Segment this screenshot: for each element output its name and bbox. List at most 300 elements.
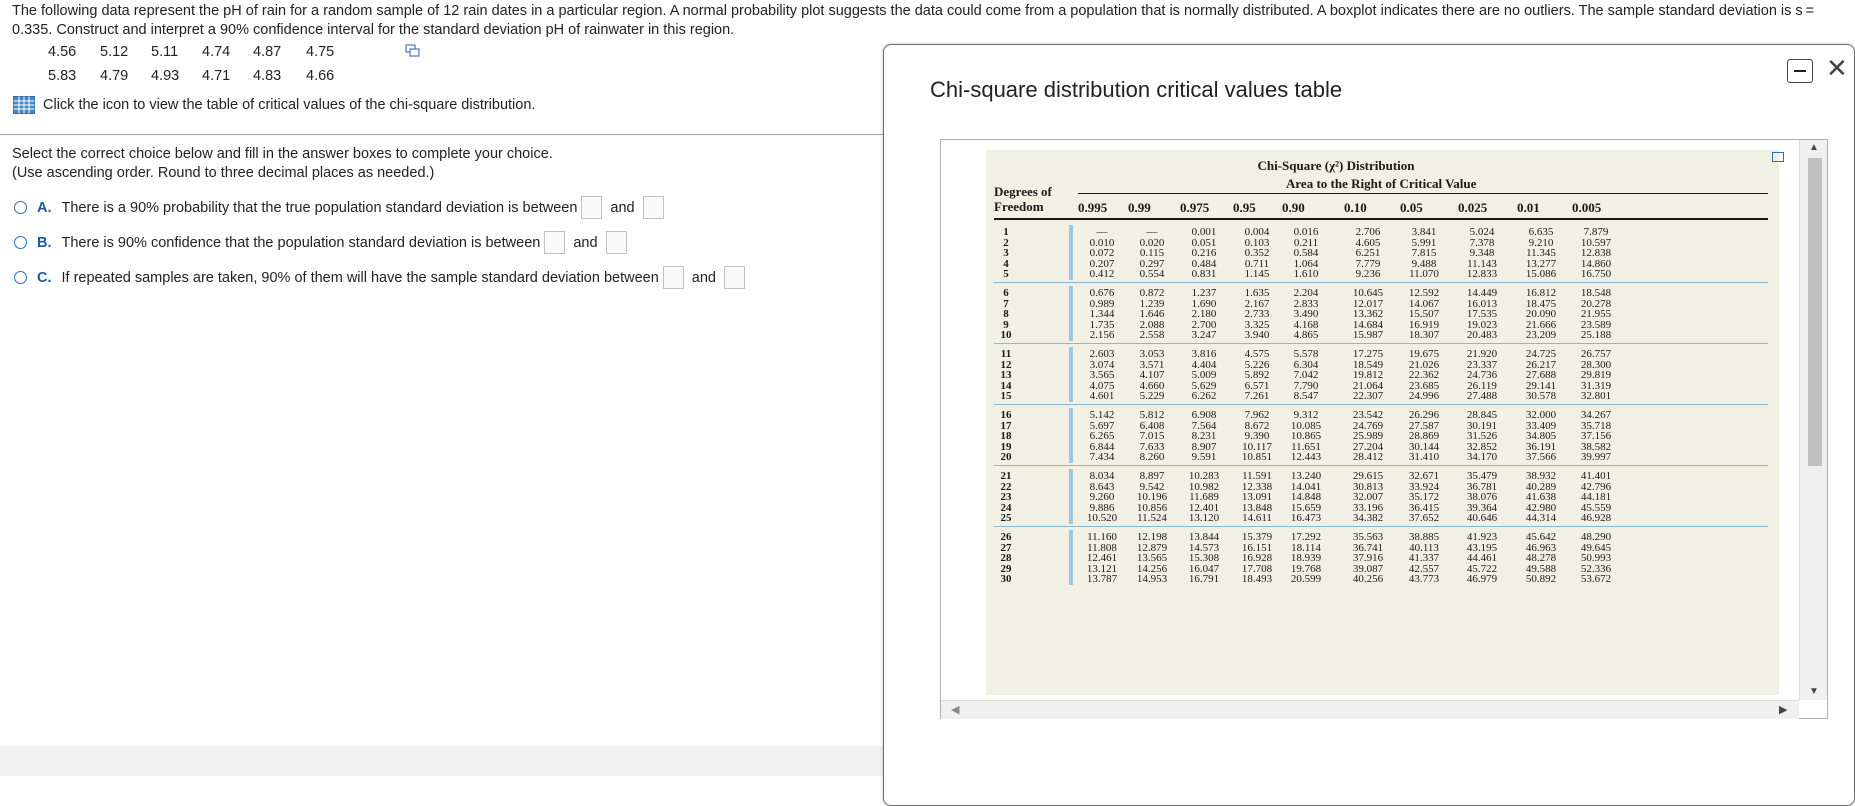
critical-value: 44.181 bbox=[1580, 491, 1612, 504]
area-header: 0.975 bbox=[1180, 200, 1210, 215]
critical-value: 16.791 bbox=[1188, 573, 1220, 586]
critical-value: 7.564 bbox=[1191, 419, 1217, 432]
critical-value: 3.074 bbox=[1089, 358, 1115, 371]
critical-value: 13.362 bbox=[1352, 308, 1384, 321]
group-divider bbox=[994, 282, 1768, 283]
dof-value: 17 bbox=[1000, 419, 1012, 432]
dof-value: 1 bbox=[1003, 226, 1009, 238]
critical-value: 9.886 bbox=[1089, 501, 1115, 514]
critical-value: 15.379 bbox=[1241, 531, 1273, 543]
critical-value: 10.117 bbox=[1242, 440, 1272, 453]
critical-value: 40.646 bbox=[1466, 512, 1498, 525]
critical-value: 21.955 bbox=[1580, 308, 1612, 321]
close-icon[interactable]: ✕ bbox=[1826, 53, 1848, 83]
answer-box-upper-c[interactable] bbox=[724, 266, 745, 289]
critical-value: 0.216 bbox=[1191, 247, 1217, 260]
critical-value: 14.256 bbox=[1136, 562, 1168, 575]
scroll-left-icon[interactable]: ◀ bbox=[951, 704, 960, 716]
dof-value: 7 bbox=[1003, 297, 1009, 310]
critical-value: 1.064 bbox=[1293, 257, 1319, 270]
dof-header bbox=[994, 184, 1052, 214]
critical-value: 32.801 bbox=[1580, 390, 1612, 403]
table-image-viewer bbox=[940, 139, 1828, 719]
critical-value: 10.283 bbox=[1188, 470, 1220, 482]
critical-value: 39.087 bbox=[1352, 562, 1384, 575]
critical-value: 23.337 bbox=[1466, 358, 1498, 371]
critical-value: 35.563 bbox=[1352, 531, 1384, 543]
critical-value: — bbox=[1146, 226, 1158, 238]
critical-value: 13.120 bbox=[1188, 512, 1220, 525]
answer-box-upper-a[interactable] bbox=[643, 196, 664, 219]
critical-value: 19.675 bbox=[1408, 348, 1440, 360]
critical-value: 36.191 bbox=[1525, 440, 1557, 453]
critical-value: 0.010 bbox=[1089, 236, 1115, 249]
critical-value: 12.461 bbox=[1086, 552, 1118, 565]
critical-value: 0.711 bbox=[1244, 257, 1270, 270]
dof-value: 20 bbox=[1000, 451, 1012, 464]
and-label: and bbox=[691, 269, 716, 286]
view-table-link[interactable] bbox=[13, 96, 535, 114]
popout-icon[interactable] bbox=[1772, 152, 1784, 162]
critical-value: 23.542 bbox=[1352, 409, 1384, 421]
critical-value: 0.297 bbox=[1139, 257, 1165, 270]
critical-value: 28.300 bbox=[1580, 358, 1612, 371]
data-value: 4.83 bbox=[253, 68, 282, 84]
critical-value: 10.982 bbox=[1188, 480, 1220, 493]
critical-value: 12.443 bbox=[1290, 451, 1322, 464]
critical-value: 4.601 bbox=[1089, 390, 1115, 403]
critical-value: 26.296 bbox=[1408, 409, 1440, 421]
vertical-scrollbar[interactable] bbox=[1799, 140, 1827, 700]
critical-value: 6.262 bbox=[1191, 390, 1217, 403]
critical-value: 2.180 bbox=[1191, 308, 1217, 321]
critical-value: 17.275 bbox=[1352, 348, 1384, 360]
critical-value: 6.304 bbox=[1293, 358, 1319, 371]
critical-value: 49.645 bbox=[1580, 541, 1612, 554]
critical-value: 2.204 bbox=[1293, 287, 1319, 299]
critical-value: 18.939 bbox=[1290, 552, 1322, 565]
critical-value: 27.688 bbox=[1525, 369, 1557, 382]
critical-value: 11.143 bbox=[1467, 257, 1497, 270]
group-marker bbox=[1069, 408, 1073, 463]
critical-value: 31.319 bbox=[1580, 379, 1612, 392]
critical-value: 14.611 bbox=[1242, 512, 1272, 525]
critical-value: 41.401 bbox=[1580, 470, 1612, 482]
critical-value: 42.796 bbox=[1580, 480, 1612, 493]
critical-value: 10.856 bbox=[1136, 501, 1168, 514]
scroll-thumb[interactable] bbox=[1808, 158, 1822, 466]
critical-value: 10.597 bbox=[1580, 236, 1612, 249]
critical-value: 17.535 bbox=[1466, 308, 1498, 321]
critical-value: 0.584 bbox=[1293, 247, 1319, 260]
critical-value: 22.307 bbox=[1352, 390, 1384, 403]
critical-value: 14.573 bbox=[1188, 541, 1220, 554]
critical-value: 53.672 bbox=[1580, 573, 1612, 586]
critical-value: 45.559 bbox=[1580, 501, 1612, 514]
critical-value: 40.289 bbox=[1525, 480, 1557, 493]
data-value: 5.11 bbox=[151, 44, 179, 60]
critical-value: 26.217 bbox=[1525, 358, 1557, 371]
dof-value: 27 bbox=[1000, 541, 1012, 554]
critical-value: 14.067 bbox=[1408, 297, 1440, 310]
critical-value: 13.121 bbox=[1086, 562, 1118, 575]
critical-value: 30.813 bbox=[1352, 480, 1384, 493]
critical-value: 41.337 bbox=[1408, 552, 1440, 565]
critical-value: 1.635 bbox=[1244, 287, 1270, 299]
critical-value: 6.408 bbox=[1139, 419, 1165, 432]
critical-value: 12.833 bbox=[1466, 268, 1498, 281]
critical-value: 12.838 bbox=[1580, 247, 1612, 260]
critical-value: 17.708 bbox=[1241, 562, 1273, 575]
critical-value: 32.000 bbox=[1525, 409, 1557, 421]
critical-value: 13.277 bbox=[1525, 257, 1557, 270]
answer-box-upper-b[interactable] bbox=[606, 231, 627, 254]
critical-value: 8.231 bbox=[1191, 430, 1217, 443]
popup-title: Chi-square distribution critical values table bbox=[930, 77, 1343, 102]
critical-value: 33.196 bbox=[1352, 501, 1384, 514]
answer-box-lower-b[interactable] bbox=[544, 231, 565, 254]
critical-value: 5.024 bbox=[1469, 226, 1495, 238]
critical-value: 5.892 bbox=[1244, 369, 1270, 382]
critical-value: 7.434 bbox=[1089, 451, 1115, 464]
table-grid-icon bbox=[13, 96, 35, 114]
choice-text: If repeated samples are taken, 90% of them will have the sample standard deviation between bbox=[61, 269, 659, 286]
critical-value: 0.484 bbox=[1191, 257, 1217, 270]
critical-value: 49.588 bbox=[1525, 562, 1557, 575]
critical-value: 19.023 bbox=[1466, 318, 1498, 331]
data-value: 4.74 bbox=[202, 44, 231, 60]
horizontal-scrollbar[interactable] bbox=[941, 700, 1799, 719]
critical-value: — bbox=[1096, 226, 1108, 238]
critical-value: 25.188 bbox=[1580, 329, 1612, 342]
critical-value: 9.348 bbox=[1469, 247, 1495, 260]
critical-value: 23.209 bbox=[1525, 329, 1557, 342]
critical-value: 11.808 bbox=[1087, 541, 1117, 554]
critical-value: 15.987 bbox=[1352, 329, 1384, 342]
critical-value: 26.119 bbox=[1467, 379, 1497, 392]
group-marker bbox=[1069, 347, 1073, 402]
critical-value: 15.507 bbox=[1408, 308, 1440, 321]
dof-label: Degrees of bbox=[994, 184, 1052, 199]
critical-value: 13.091 bbox=[1241, 491, 1273, 504]
header-rule bbox=[994, 218, 1768, 220]
choice-text: There is 90% confidence that the population standard deviation is between bbox=[61, 234, 541, 251]
critical-value: 50.993 bbox=[1580, 552, 1612, 565]
critical-value: 9.210 bbox=[1528, 236, 1554, 249]
critical-value: 9.260 bbox=[1089, 491, 1115, 504]
critical-value: 10.865 bbox=[1290, 430, 1322, 443]
critical-value: 4.660 bbox=[1139, 379, 1165, 392]
critical-value: 24.769 bbox=[1352, 419, 1384, 432]
critical-value: 2.167 bbox=[1244, 297, 1270, 310]
instruction-note: (Use ascending order. Round to three decimal places as needed.) bbox=[12, 165, 435, 181]
critical-value: 21.064 bbox=[1352, 379, 1384, 392]
section-divider bbox=[0, 134, 884, 135]
minimize-button[interactable] bbox=[1787, 59, 1813, 83]
critical-value: 9.542 bbox=[1139, 480, 1165, 493]
critical-value: 34.267 bbox=[1580, 409, 1612, 421]
dof-value: 13 bbox=[1000, 369, 1012, 382]
answer-box-lower-a[interactable] bbox=[581, 196, 602, 219]
dof-value: 9 bbox=[1003, 318, 1009, 331]
chi-square-table bbox=[986, 150, 1779, 695]
critical-value: 21.026 bbox=[1408, 358, 1440, 371]
critical-value: 25.989 bbox=[1352, 430, 1384, 443]
critical-value: 2.603 bbox=[1089, 348, 1115, 360]
critical-value: 13.848 bbox=[1241, 501, 1273, 514]
group-marker bbox=[1069, 469, 1073, 524]
data-value: 4.93 bbox=[151, 68, 180, 84]
critical-value: 0.016 bbox=[1293, 226, 1319, 238]
question-text: The following data represent the pH of rain for a random sample of 12 rain dates in a particular region. A normal probability plot suggests the data could come from a population that is normally distributed. A boxplot indicates there are no outliers. The sample standard deviation is s = 0.335. Construct and interpret a 90% confidence interval for the standard deviation pH of rainwater in this region. bbox=[12, 3, 1817, 38]
critical-value: 3.940 bbox=[1244, 329, 1270, 342]
critical-value: 7.815 bbox=[1411, 247, 1437, 260]
critical-value: 10.645 bbox=[1352, 287, 1384, 299]
radio-a[interactable] bbox=[14, 201, 27, 214]
critical-value: 13.787 bbox=[1086, 573, 1118, 586]
critical-value: 28.869 bbox=[1408, 430, 1440, 443]
area-header: 0.995 bbox=[1078, 200, 1108, 215]
critical-value: 1.690 bbox=[1191, 297, 1217, 310]
scroll-up-icon[interactable]: ▲ bbox=[1809, 142, 1819, 153]
chi-square-popup bbox=[883, 44, 1855, 806]
group-divider bbox=[994, 526, 1768, 527]
dof-value: 2 bbox=[1003, 236, 1009, 249]
critical-value: 16.151 bbox=[1241, 541, 1273, 554]
critical-value: 30.144 bbox=[1408, 440, 1440, 453]
critical-value: 28.412 bbox=[1352, 451, 1384, 464]
data-value: 4.79 bbox=[100, 68, 129, 84]
critical-value: 27.488 bbox=[1466, 390, 1498, 403]
critical-value: 9.312 bbox=[1293, 409, 1319, 421]
critical-value: 7.378 bbox=[1469, 236, 1495, 249]
critical-value: 35.479 bbox=[1466, 470, 1498, 482]
critical-value: 10.085 bbox=[1290, 419, 1322, 432]
critical-value: 20.278 bbox=[1580, 297, 1612, 310]
critical-value: 0.207 bbox=[1089, 257, 1115, 270]
critical-value: 20.599 bbox=[1290, 573, 1322, 586]
critical-value: 16.750 bbox=[1580, 268, 1612, 281]
dof-value: 8 bbox=[1003, 308, 1009, 321]
critical-value: 8.897 bbox=[1139, 470, 1165, 482]
critical-value: 0.211 bbox=[1293, 236, 1319, 249]
group-marker bbox=[1069, 286, 1073, 341]
dof-value: 16 bbox=[1000, 409, 1012, 421]
critical-value: 10.520 bbox=[1086, 512, 1118, 525]
critical-value: 5.229 bbox=[1139, 390, 1165, 403]
critical-value: 14.041 bbox=[1290, 480, 1322, 493]
critical-value: 13.240 bbox=[1290, 470, 1322, 482]
critical-value: 0.554 bbox=[1139, 268, 1165, 281]
critical-value: 24.725 bbox=[1525, 348, 1557, 360]
critical-value: 0.412 bbox=[1089, 268, 1115, 281]
critical-value: 34.382 bbox=[1352, 512, 1384, 525]
critical-value: 12.198 bbox=[1136, 531, 1168, 543]
critical-value: 16.473 bbox=[1290, 512, 1322, 525]
area-header: 0.95 bbox=[1233, 200, 1256, 215]
critical-value: 27.204 bbox=[1352, 440, 1384, 453]
data-value: 4.71 bbox=[202, 68, 231, 84]
dof-value: 15 bbox=[1000, 390, 1012, 403]
data-value: 5.12 bbox=[100, 44, 129, 60]
critical-value: 4.404 bbox=[1191, 358, 1217, 371]
critical-value: 29.615 bbox=[1352, 470, 1384, 482]
group-divider bbox=[994, 343, 1768, 344]
critical-value: 45.642 bbox=[1525, 531, 1557, 543]
critical-value: 42.557 bbox=[1408, 562, 1440, 575]
critical-value: 11.345 bbox=[1526, 247, 1556, 260]
critical-value: 8.672 bbox=[1244, 419, 1270, 432]
critical-value: 7.962 bbox=[1244, 409, 1270, 421]
group-divider bbox=[994, 465, 1768, 466]
critical-value: 6.265 bbox=[1089, 430, 1115, 443]
critical-value: 6.635 bbox=[1528, 226, 1554, 238]
radio-b[interactable] bbox=[14, 236, 27, 249]
instructions bbox=[12, 145, 553, 183]
data-value: 4.87 bbox=[253, 44, 282, 60]
critical-value: 7.042 bbox=[1293, 369, 1319, 382]
critical-value: 36.415 bbox=[1408, 501, 1440, 514]
critical-value: 37.916 bbox=[1352, 552, 1384, 565]
critical-value: 12.017 bbox=[1352, 297, 1384, 310]
dof-value: 25 bbox=[1000, 512, 1012, 525]
dof-value: 28 bbox=[1000, 552, 1012, 565]
scroll-down-icon[interactable]: ▼ bbox=[1809, 686, 1819, 697]
choice-c[interactable] bbox=[14, 266, 749, 289]
area-header: 0.10 bbox=[1344, 200, 1367, 215]
dof-value: 10 bbox=[1000, 329, 1012, 342]
critical-value: 11.651 bbox=[1291, 440, 1321, 453]
critical-value: 11.591 bbox=[1242, 470, 1272, 482]
critical-value: 37.652 bbox=[1408, 512, 1440, 525]
critical-value: 36.741 bbox=[1352, 541, 1384, 554]
critical-value: 1.239 bbox=[1139, 297, 1165, 310]
critical-value: 4.605 bbox=[1355, 236, 1381, 249]
data-value: 4.75 bbox=[306, 44, 335, 60]
critical-value: 15.308 bbox=[1188, 552, 1220, 565]
critical-value: 3.841 bbox=[1411, 226, 1437, 238]
critical-value: 9.236 bbox=[1355, 268, 1381, 281]
critical-value: 14.860 bbox=[1580, 257, 1612, 270]
data-value: 5.83 bbox=[48, 68, 77, 84]
critical-value: 39.364 bbox=[1466, 501, 1498, 514]
critical-value: 0.051 bbox=[1191, 236, 1217, 249]
critical-value: 0.676 bbox=[1089, 287, 1115, 299]
critical-value: 3.565 bbox=[1089, 369, 1115, 382]
scroll-right-icon[interactable]: ▶ bbox=[1779, 704, 1788, 716]
critical-value: 30.578 bbox=[1525, 390, 1557, 403]
critical-value: 1.145 bbox=[1244, 268, 1270, 281]
and-label: and bbox=[573, 234, 598, 251]
critical-value: 6.571 bbox=[1244, 379, 1270, 392]
critical-value: 8.034 bbox=[1089, 470, 1115, 482]
critical-value: 36.781 bbox=[1466, 480, 1498, 493]
copy-data-icon[interactable] bbox=[405, 44, 421, 58]
answer-box-lower-c[interactable] bbox=[663, 266, 684, 289]
critical-value: 9.390 bbox=[1244, 430, 1270, 443]
group-divider bbox=[994, 404, 1768, 405]
critical-value: 24.996 bbox=[1408, 390, 1440, 403]
critical-value: 6.908 bbox=[1191, 409, 1217, 421]
critical-value: 15.659 bbox=[1290, 501, 1322, 514]
critical-value: 11.070 bbox=[1409, 268, 1439, 281]
critical-value: 18.549 bbox=[1352, 358, 1384, 371]
critical-value: 14.449 bbox=[1466, 287, 1498, 299]
critical-value: 43.195 bbox=[1466, 541, 1498, 554]
critical-value: 18.548 bbox=[1580, 287, 1612, 299]
critical-value: 1.610 bbox=[1293, 268, 1319, 281]
critical-value: 37.566 bbox=[1525, 451, 1557, 464]
critical-value: 7.879 bbox=[1583, 226, 1609, 238]
dof-value: 5 bbox=[1003, 268, 1009, 281]
critical-value: 7.779 bbox=[1355, 257, 1381, 270]
critical-value: 1.237 bbox=[1191, 287, 1217, 299]
and-label: and bbox=[610, 199, 635, 216]
critical-value: 40.113 bbox=[1409, 541, 1439, 554]
critical-value: 6.251 bbox=[1355, 247, 1381, 260]
critical-value: 2.558 bbox=[1139, 329, 1165, 342]
area-header: 0.01 bbox=[1517, 200, 1540, 215]
critical-value: 0.115 bbox=[1139, 247, 1165, 260]
critical-value: 34.805 bbox=[1525, 430, 1557, 443]
critical-value: 9.591 bbox=[1191, 451, 1217, 464]
critical-value: 0.004 bbox=[1244, 226, 1270, 238]
critical-value: 11.689 bbox=[1189, 491, 1219, 504]
critical-value: 38.076 bbox=[1466, 491, 1498, 504]
critical-value: 0.352 bbox=[1244, 247, 1270, 260]
instruction-line: Select the correct choice below and fill in the answer boxes to complete your choice. bbox=[12, 146, 553, 162]
critical-value: 16.047 bbox=[1188, 562, 1220, 575]
choice-a[interactable] bbox=[14, 196, 668, 219]
critical-value: 4.575 bbox=[1244, 348, 1270, 360]
choice-letter: C. bbox=[37, 269, 52, 286]
critical-value: 42.980 bbox=[1525, 501, 1557, 514]
critical-value: 5.991 bbox=[1411, 236, 1437, 249]
critical-value: 32.852 bbox=[1466, 440, 1498, 453]
critical-value: 12.338 bbox=[1241, 480, 1273, 493]
critical-value: 33.924 bbox=[1408, 480, 1440, 493]
critical-value: 35.718 bbox=[1580, 419, 1612, 432]
radio-c[interactable] bbox=[14, 271, 27, 284]
critical-value: 9.488 bbox=[1411, 257, 1437, 270]
view-table-link-text[interactable]: Click the icon to view the table of critical values of the chi-square distribution. bbox=[43, 97, 536, 113]
critical-value: 43.773 bbox=[1408, 573, 1440, 586]
critical-value: 5.009 bbox=[1191, 369, 1217, 382]
choice-b[interactable] bbox=[14, 231, 631, 254]
critical-value: 38.885 bbox=[1408, 531, 1440, 543]
critical-value: 10.196 bbox=[1136, 491, 1168, 504]
critical-value: 8.643 bbox=[1089, 480, 1115, 493]
critical-value: 5.629 bbox=[1191, 379, 1217, 392]
choice-text: There is a 90% probability that the true population standard deviation is between bbox=[61, 199, 578, 216]
critical-value: 28.845 bbox=[1466, 409, 1498, 421]
critical-value: 4.075 bbox=[1089, 379, 1115, 392]
critical-value: 8.260 bbox=[1139, 451, 1165, 464]
dof-value: 29 bbox=[1000, 562, 1012, 575]
critical-value: 3.571 bbox=[1139, 358, 1165, 371]
critical-value: 5.226 bbox=[1244, 358, 1270, 371]
critical-value: 16.919 bbox=[1408, 318, 1440, 331]
dof-value: 19 bbox=[1000, 440, 1012, 453]
critical-value: 0.072 bbox=[1089, 247, 1115, 260]
critical-value: 0.103 bbox=[1244, 236, 1270, 249]
critical-value: 1.646 bbox=[1139, 308, 1165, 321]
critical-value: 41.638 bbox=[1525, 491, 1557, 504]
dof-value: 3 bbox=[1003, 247, 1009, 260]
critical-value: 2.706 bbox=[1355, 226, 1381, 238]
critical-value: 33.409 bbox=[1525, 419, 1557, 432]
group-marker bbox=[1069, 225, 1073, 280]
